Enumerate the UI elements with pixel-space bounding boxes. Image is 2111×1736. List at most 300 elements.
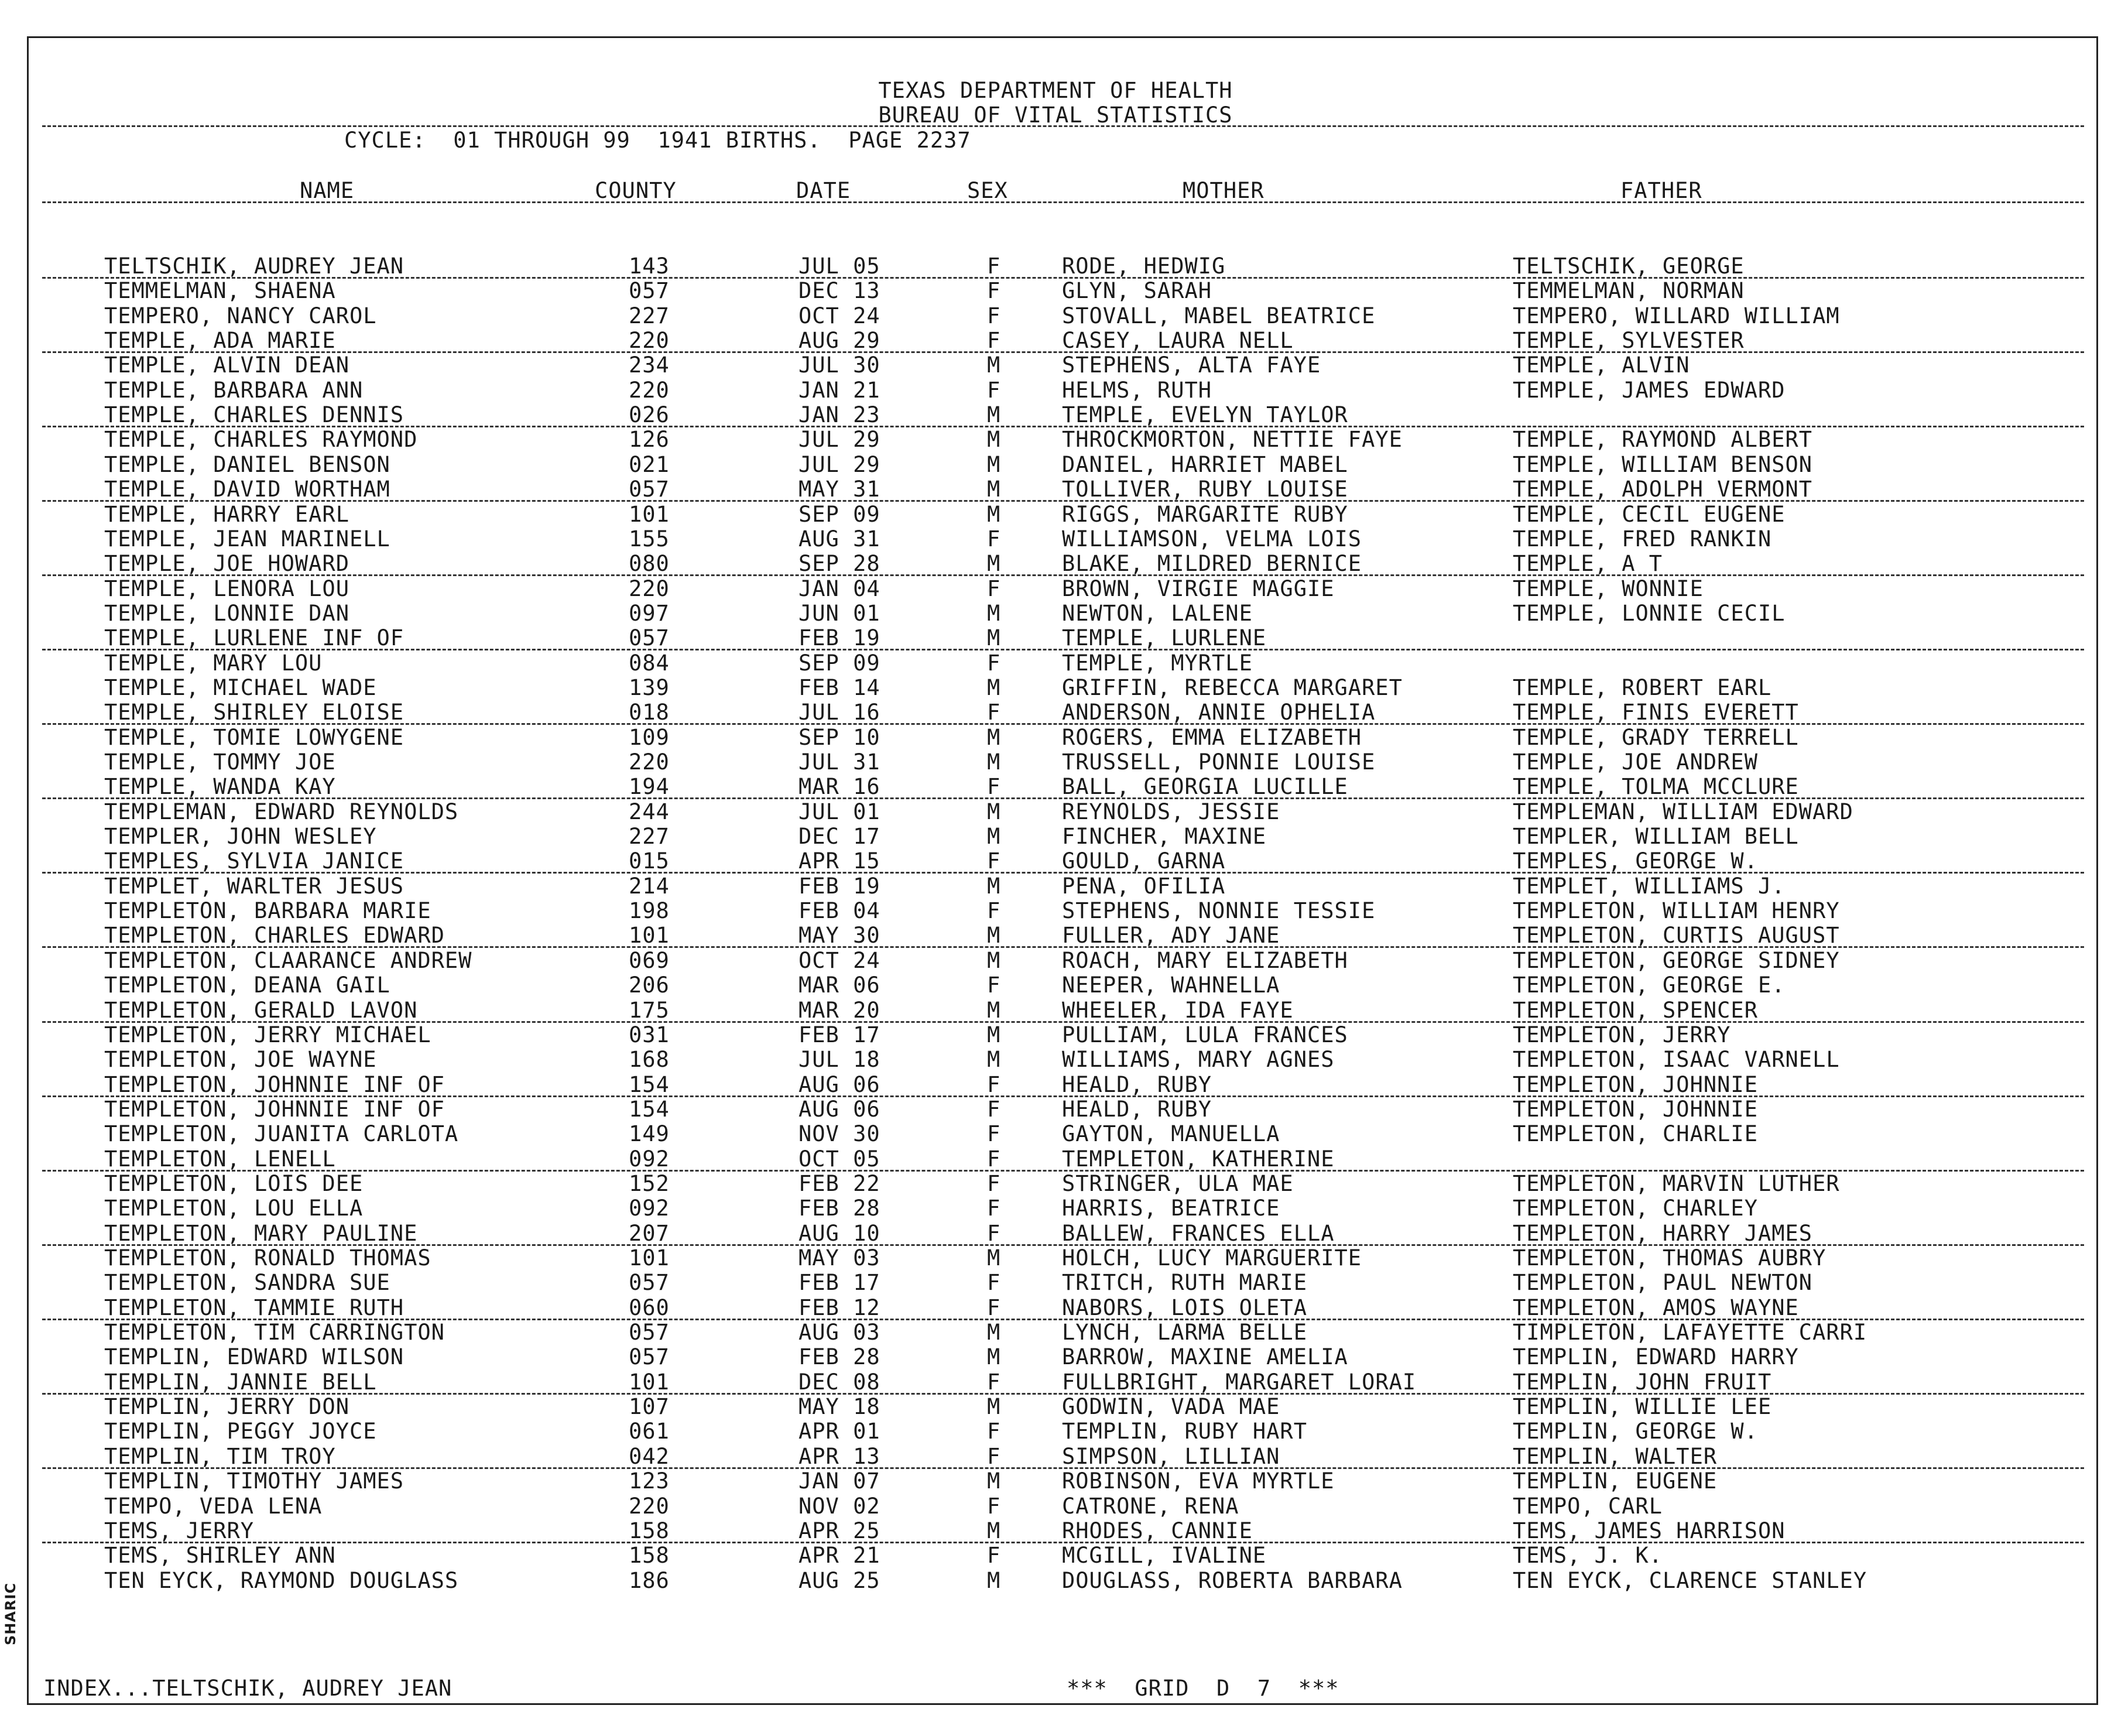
record-county: 057 — [629, 625, 670, 650]
record-date: NOV 02 — [799, 1494, 880, 1519]
record-father: TEMPO, CARL — [1513, 1494, 1663, 1519]
record-county: 220 — [629, 1494, 670, 1519]
record-sex: M — [987, 948, 1001, 973]
record-father: TEMPLETON, JOHNNIE — [1513, 1072, 1758, 1097]
record-sex: F — [987, 1221, 1001, 1246]
record-mother: TEMPLE, MYRTLE — [1062, 650, 1253, 676]
record-sex: M — [987, 427, 1001, 452]
record-father: TEMPLE, FRED RANKIN — [1513, 526, 1772, 552]
record-name: TEMPLER, JOHN WESLEY — [104, 824, 377, 849]
record-mother: DOUGLASS, ROBERTA BARBARA — [1062, 1568, 1403, 1593]
record-county: 101 — [629, 1369, 670, 1395]
record-sex: F — [987, 848, 1001, 874]
record-name: TEMPLE, LURLENE INF OF — [104, 625, 405, 650]
record-father: TEMPLETON, GEORGE E. — [1513, 973, 1786, 998]
record-mother: FULLER, ADY JANE — [1062, 923, 1280, 948]
record-sex: F — [987, 278, 1001, 303]
record-father: TEMMELMAN, NORMAN — [1513, 278, 1745, 303]
record-sex: M — [987, 799, 1001, 824]
record-father: TEMPERO, WILLARD WILLIAM — [1513, 303, 1840, 328]
record-name: TEMPLE, DANIEL BENSON — [104, 452, 390, 477]
record-county: 101 — [629, 502, 670, 527]
record-mother: ROGERS, EMMA ELIZABETH — [1062, 725, 1362, 750]
record-sex: M — [987, 1568, 1001, 1593]
record-mother: TRITCH, RUTH MARIE — [1062, 1270, 1307, 1295]
record-father: TEMPLE, ROBERT EARL — [1513, 675, 1772, 700]
record-county: 214 — [629, 874, 670, 899]
record-date: NOV 30 — [799, 1121, 880, 1146]
record-sex: F — [987, 328, 1001, 353]
record-mother: GAYTON, MANUELLA — [1062, 1121, 1280, 1146]
record-name: TEMPLETON, LOIS DEE — [104, 1171, 364, 1196]
record-sex: F — [987, 576, 1001, 601]
record-sex: F — [987, 1444, 1001, 1469]
record-county: 186 — [629, 1568, 670, 1593]
record-sex: F — [987, 254, 1001, 279]
record-mother: GLYN, SARAH — [1062, 278, 1212, 303]
record-father: TEMS, JAMES HARRISON — [1513, 1518, 1786, 1543]
record-mother: GOULD, GARNA — [1062, 848, 1226, 874]
record-name: TEMPLETON, RONALD THOMAS — [104, 1245, 431, 1271]
record-date: MAY 31 — [799, 477, 880, 502]
record-name: TEMPLE, CHARLES RAYMOND — [104, 427, 418, 452]
record-county: 057 — [629, 278, 670, 303]
record-father: TEMPLETON, PAUL NEWTON — [1513, 1270, 1813, 1295]
record-mother: NEEPER, WAHNELLA — [1062, 973, 1280, 998]
record-name: TEMPLETON, JUANITA CARLOTA — [104, 1121, 459, 1146]
record-father: TELTSCHIK, GEORGE — [1513, 254, 1745, 279]
department-title: TEXAS DEPARTMENT OF HEALTH — [878, 78, 1233, 103]
record-date: MAR 16 — [799, 774, 880, 799]
column-header-name: NAME — [300, 178, 355, 203]
record-date: JAN 21 — [799, 378, 880, 403]
record-sex: M — [987, 1468, 1001, 1494]
record-sex: M — [987, 1394, 1001, 1419]
record-mother: FULLBRIGHT, MARGARET LORAI — [1062, 1369, 1417, 1395]
record-sex: F — [987, 700, 1001, 725]
record-name: TEMPLETON, TAMMIE RUTH — [104, 1295, 405, 1320]
record-father: TEMPLIN, WILLIE LEE — [1513, 1394, 1772, 1419]
record-mother: STRINGER, ULA MAE — [1062, 1171, 1294, 1196]
record-date: JAN 23 — [799, 402, 880, 427]
record-sex: M — [987, 749, 1001, 775]
record-father: TEMPLE, WILLIAM BENSON — [1513, 452, 1813, 477]
record-date: SEP 10 — [799, 725, 880, 750]
record-father: TEMPLIN, EUGENE — [1513, 1468, 1718, 1494]
cycle-line: CYCLE: 01 THROUGH 99 1941 BIRTHS. PAGE 2237 — [344, 128, 971, 153]
record-sex: M — [987, 1245, 1001, 1271]
record-mother: BROWN, VIRGIE MAGGIE — [1062, 576, 1335, 601]
record-sex: F — [987, 1072, 1001, 1097]
record-father: TEMPLETON, AMOS WAYNE — [1513, 1295, 1799, 1320]
record-county: 220 — [629, 328, 670, 353]
record-date: OCT 24 — [799, 948, 880, 973]
record-sex: F — [987, 1419, 1001, 1444]
record-name: TEMPLE, MARY LOU — [104, 650, 323, 676]
record-father: TEMS, J. K. — [1513, 1543, 1663, 1568]
record-name: TEMS, JERRY — [104, 1518, 255, 1543]
record-county: 026 — [629, 402, 670, 427]
record-date: FEB 17 — [799, 1022, 880, 1047]
record-county: 198 — [629, 898, 670, 923]
record-county: 194 — [629, 774, 670, 799]
record-name: TEMPLE, LENORA LOU — [104, 576, 349, 601]
record-county: 227 — [629, 303, 670, 328]
record-county: 092 — [629, 1196, 670, 1221]
record-sex: M — [987, 477, 1001, 502]
record-father: TEMPLE, SYLVESTER — [1513, 328, 1745, 353]
record-name: TEMPO, VEDA LENA — [104, 1494, 323, 1519]
record-mother: PENA, OFILIA — [1062, 874, 1226, 899]
record-father: TEMPLE, ADOLPH VERMONT — [1513, 477, 1813, 502]
record-name: TEMPLE, ADA MARIE — [104, 328, 336, 353]
record-sex: M — [987, 874, 1001, 899]
record-mother: WILLIAMS, MARY AGNES — [1062, 1047, 1335, 1072]
record-county: 097 — [629, 601, 670, 626]
record-county: 057 — [629, 477, 670, 502]
record-name: TEMPLE, TOMIE LOWYGENE — [104, 725, 405, 750]
record-mother: BARROW, MAXINE AMELIA — [1062, 1344, 1348, 1369]
record-mother: NABORS, LOIS OLETA — [1062, 1295, 1307, 1320]
record-name: TEMPLEMAN, EDWARD REYNOLDS — [104, 799, 459, 824]
record-date: FEB 17 — [799, 1270, 880, 1295]
record-sex: F — [987, 1494, 1001, 1519]
record-county: 158 — [629, 1518, 670, 1543]
record-name: TEMPLIN, EDWARD WILSON — [104, 1344, 405, 1369]
record-father: TEMPLE, LONNIE CECIL — [1513, 601, 1786, 626]
record-mother: ROACH, MARY ELIZABETH — [1062, 948, 1348, 973]
record-county: 123 — [629, 1468, 670, 1494]
record-father: TEMPLETON, MARVIN LUTHER — [1513, 1171, 1840, 1196]
record-mother: TEMPLE, EVELYN TAYLOR — [1062, 402, 1348, 427]
record-date: JUL 29 — [799, 427, 880, 452]
record-name: TEMPLE, CHARLES DENNIS — [104, 402, 405, 427]
record-name: TEMS, SHIRLEY ANN — [104, 1543, 336, 1568]
record-father: TEMPLE, JOE ANDREW — [1513, 749, 1758, 775]
record-father: TEMPLIN, WALTER — [1513, 1444, 1718, 1469]
record-county: 220 — [629, 378, 670, 403]
record-mother: HARRIS, BEATRICE — [1062, 1196, 1280, 1221]
record-county: 175 — [629, 998, 670, 1023]
column-header-divider — [42, 201, 2084, 203]
column-header-sex: SEX — [967, 178, 1008, 203]
record-date: SEP 09 — [799, 502, 880, 527]
record-name: TEMPLETON, CLAARANCE ANDREW — [104, 948, 472, 973]
record-mother: RIGGS, MARGARITE RUBY — [1062, 502, 1348, 527]
record-name: TEMPLIN, PEGGY JOYCE — [104, 1419, 377, 1444]
record-county: 101 — [629, 1245, 670, 1271]
record-sex: F — [987, 1543, 1001, 1568]
record-name: TEMPLES, SYLVIA JANICE — [104, 848, 405, 874]
record-county: 092 — [629, 1146, 670, 1172]
record-father: TEMPLETON, THOMAS AUBRY — [1513, 1245, 1826, 1271]
record-county: 021 — [629, 452, 670, 477]
record-name: TEMPLETON, JOE WAYNE — [104, 1047, 377, 1072]
record-county: 042 — [629, 1444, 670, 1469]
record-name: TEMPLE, LONNIE DAN — [104, 601, 349, 626]
record-county: 107 — [629, 1394, 670, 1419]
record-father: TEMPLIN, EDWARD HARRY — [1513, 1344, 1799, 1369]
record-date: DEC 17 — [799, 824, 880, 849]
record-date: SEP 28 — [799, 551, 880, 576]
record-name: TEMPLE, ALVIN DEAN — [104, 352, 349, 378]
record-mother: CASEY, LAURA NELL — [1062, 328, 1294, 353]
record-date: AUG 31 — [799, 526, 880, 552]
record-county: 206 — [629, 973, 670, 998]
record-name: TEMPLE, SHIRLEY ELOISE — [104, 700, 405, 725]
record-date: FEB 14 — [799, 675, 880, 700]
record-name: TEMPLETON, DEANA GAIL — [104, 973, 390, 998]
record-sex: F — [987, 1146, 1001, 1172]
record-name: TEMPLETON, JERRY MICHAEL — [104, 1022, 431, 1047]
record-sex: M — [987, 452, 1001, 477]
record-father: TEMPLIN, GEORGE W. — [1513, 1419, 1758, 1444]
record-date: JUL 29 — [799, 452, 880, 477]
record-name: TEMPLIN, JANNIE BELL — [104, 1369, 377, 1395]
record-mother: WHEELER, IDA FAYE — [1062, 998, 1294, 1023]
record-date: FEB 19 — [799, 625, 880, 650]
record-county: 031 — [629, 1022, 670, 1047]
grid-reference: *** GRID D 7 *** — [1067, 1676, 1339, 1701]
record-sex: F — [987, 1171, 1001, 1196]
record-sex: F — [987, 1097, 1001, 1122]
record-name: TEMPLETON, BARBARA MARIE — [104, 898, 431, 923]
record-date: FEB 28 — [799, 1344, 880, 1369]
record-father: TEMPLETON, JERRY — [1513, 1022, 1731, 1047]
record-father: TEMPLE, WONNIE — [1513, 576, 1704, 601]
record-county: 057 — [629, 1344, 670, 1369]
record-mother: RODE, HEDWIG — [1062, 254, 1226, 279]
record-county: 109 — [629, 725, 670, 750]
record-date: APR 15 — [799, 848, 880, 874]
record-mother: STOVALL, MABEL BEATRICE — [1062, 303, 1376, 328]
record-sex: F — [987, 650, 1001, 676]
index-line: INDEX...TELTSCHIK, AUDREY JEAN — [43, 1676, 453, 1701]
record-county: 084 — [629, 650, 670, 676]
record-sex: F — [987, 303, 1001, 328]
record-date: AUG 10 — [799, 1221, 880, 1246]
record-father: TEMPLER, WILLIAM BELL — [1513, 824, 1799, 849]
record-sex: M — [987, 1022, 1001, 1047]
record-county: 220 — [629, 576, 670, 601]
record-name: TEMPLETON, LOU ELLA — [104, 1196, 364, 1221]
header-divider — [42, 125, 2084, 127]
record-name: TEMPLE, HARRY EARL — [104, 502, 349, 527]
record-father: TEMPLE, JAMES EDWARD — [1513, 378, 1786, 403]
column-header-county: COUNTY — [595, 178, 677, 203]
record-date: MAR 06 — [799, 973, 880, 998]
record-mother: STEPHENS, ALTA FAYE — [1062, 352, 1321, 378]
record-date: MAY 03 — [799, 1245, 880, 1271]
record-father: TEMPLE, ALVIN — [1513, 352, 1690, 378]
record-mother: MCGILL, IVALINE — [1062, 1543, 1267, 1568]
record-county: 143 — [629, 254, 670, 279]
record-father: TEMPLETON, GEORGE SIDNEY — [1513, 948, 1840, 973]
record-mother: BLAKE, MILDRED BERNICE — [1062, 551, 1362, 576]
record-sex: M — [987, 998, 1001, 1023]
record-name: TEMPLETON, GERALD LAVON — [104, 998, 418, 1023]
record-mother: REYNOLDS, JESSIE — [1062, 799, 1280, 824]
record-county: 220 — [629, 749, 670, 775]
record-mother: NEWTON, LALENE — [1062, 601, 1253, 626]
record-county: 154 — [629, 1072, 670, 1097]
record-mother: BALLEW, FRANCES ELLA — [1062, 1221, 1335, 1246]
record-sex: F — [987, 1369, 1001, 1395]
record-name: TELTSCHIK, AUDREY JEAN — [104, 254, 405, 279]
record-date: JUL 05 — [799, 254, 880, 279]
record-mother: CATRONE, RENA — [1062, 1494, 1239, 1519]
record-sex: M — [987, 725, 1001, 750]
record-sex: M — [987, 1320, 1001, 1345]
record-mother: PULLIAM, LULA FRANCES — [1062, 1022, 1348, 1047]
sharic-side-label: SHARIC — [2, 1583, 19, 1645]
record-name: TEMPERO, NANCY CAROL — [104, 303, 377, 328]
record-county: 057 — [629, 1320, 670, 1345]
record-name: TEMPLETON, JOHNNIE INF OF — [104, 1097, 445, 1122]
record-mother: LYNCH, LARMA BELLE — [1062, 1320, 1307, 1345]
record-sex: F — [987, 378, 1001, 403]
record-date: FEB 19 — [799, 874, 880, 899]
record-mother: BALL, GEORGIA LUCILLE — [1062, 774, 1348, 799]
record-date: DEC 08 — [799, 1369, 880, 1395]
record-sex: F — [987, 898, 1001, 923]
column-header-father: FATHER — [1620, 178, 1702, 203]
record-date: FEB 12 — [799, 1295, 880, 1320]
record-sex: M — [987, 402, 1001, 427]
bureau-title: BUREAU OF VITAL STATISTICS — [878, 102, 1233, 128]
record-mother: TOLLIVER, RUBY LOUISE — [1062, 477, 1348, 502]
record-county: 149 — [629, 1121, 670, 1146]
record-date: DEC 13 — [799, 278, 880, 303]
record-date: APR 25 — [799, 1518, 880, 1543]
record-mother: TEMPLETON, KATHERINE — [1062, 1146, 1335, 1172]
record-sex: F — [987, 774, 1001, 799]
record-county: 060 — [629, 1295, 670, 1320]
record-mother: HELMS, RUTH — [1062, 378, 1212, 403]
record-name: TEN EYCK, RAYMOND DOUGLASS — [104, 1568, 459, 1593]
record-date: APR 13 — [799, 1444, 880, 1469]
record-father: TEMPLE, RAYMOND ALBERT — [1513, 427, 1813, 452]
record-father: TEMPLE, A T — [1513, 551, 1663, 576]
record-date: FEB 28 — [799, 1196, 880, 1221]
record-county: 015 — [629, 848, 670, 874]
record-sex: M — [987, 502, 1001, 527]
record-mother: HOLCH, LUCY MARGUERITE — [1062, 1245, 1362, 1271]
record-date: JUL 31 — [799, 749, 880, 775]
record-county: 227 — [629, 824, 670, 849]
record-county: 207 — [629, 1221, 670, 1246]
record-sex: F — [987, 1295, 1001, 1320]
record-father: TEMPLETON, JOHNNIE — [1513, 1097, 1758, 1122]
record-father: TEMPLET, WILLIAMS J. — [1513, 874, 1786, 899]
record-date: JUL 01 — [799, 799, 880, 824]
record-father: TEMPLETON, CURTIS AUGUST — [1513, 923, 1840, 948]
record-mother: GRIFFIN, REBECCA MARGARET — [1062, 675, 1403, 700]
record-date: JUL 18 — [799, 1047, 880, 1072]
record-mother: ANDERSON, ANNIE OPHELIA — [1062, 700, 1376, 725]
record-sex: F — [987, 1121, 1001, 1146]
record-father: TEMPLETON, WILLIAM HENRY — [1513, 898, 1840, 923]
record-county: 139 — [629, 675, 670, 700]
record-sex: M — [987, 352, 1001, 378]
record-date: JUL 30 — [799, 352, 880, 378]
record-date: MAY 18 — [799, 1394, 880, 1419]
record-sex: M — [987, 1344, 1001, 1369]
record-name: TEMPLIN, TIM TROY — [104, 1444, 336, 1469]
record-county: 069 — [629, 948, 670, 973]
record-name: TEMPLETON, TIM CARRINGTON — [104, 1320, 445, 1345]
record-county: 152 — [629, 1171, 670, 1196]
record-father: TEMPLE, FINIS EVERETT — [1513, 700, 1799, 725]
record-father: TIMPLETON, LAFAYETTE CARRI — [1513, 1320, 1867, 1345]
record-name: TEMPLETON, CHARLES EDWARD — [104, 923, 445, 948]
record-date: AUG 03 — [799, 1320, 880, 1345]
record-mother: RHODES, CANNIE — [1062, 1518, 1253, 1543]
record-sex: M — [987, 625, 1001, 650]
record-name: TEMPLE, DAVID WORTHAM — [104, 477, 390, 502]
record-mother: TEMPLIN, RUBY HART — [1062, 1419, 1307, 1444]
record-name: TEMPLE, BARBARA ANN — [104, 378, 364, 403]
record-date: JAN 04 — [799, 576, 880, 601]
record-sex: M — [987, 824, 1001, 849]
record-mother: FINCHER, MAXINE — [1062, 824, 1267, 849]
record-name: TEMPLE, WANDA KAY — [104, 774, 336, 799]
record-date: MAR 20 — [799, 998, 880, 1023]
record-county: 080 — [629, 551, 670, 576]
record-date: MAY 30 — [799, 923, 880, 948]
record-date: FEB 22 — [799, 1171, 880, 1196]
record-sex: F — [987, 526, 1001, 552]
record-sex: M — [987, 923, 1001, 948]
record-name: TEMPLE, JEAN MARINELL — [104, 526, 390, 552]
record-date: OCT 24 — [799, 303, 880, 328]
record-date: JAN 07 — [799, 1468, 880, 1494]
record-sex: M — [987, 601, 1001, 626]
record-county: 168 — [629, 1047, 670, 1072]
record-sex: F — [987, 1196, 1001, 1221]
record-name: TEMPLE, MICHAEL WADE — [104, 675, 377, 700]
record-date: OCT 05 — [799, 1146, 880, 1172]
record-sex: F — [987, 973, 1001, 998]
record-date: SEP 09 — [799, 650, 880, 676]
record-mother: HEALD, RUBY — [1062, 1097, 1212, 1122]
record-date: JUN 01 — [799, 601, 880, 626]
record-father: TEMPLETON, SPENCER — [1513, 998, 1758, 1023]
column-header-date: DATE — [796, 178, 851, 203]
record-mother: DANIEL, HARRIET MABEL — [1062, 452, 1348, 477]
record-name: TEMPLETON, MARY PAULINE — [104, 1221, 418, 1246]
record-date: AUG 06 — [799, 1072, 880, 1097]
record-sex: M — [987, 1518, 1001, 1543]
record-father: TEMPLETON, CHARLIE — [1513, 1121, 1758, 1146]
record-father: TEMPLETON, ISAAC VARNELL — [1513, 1047, 1840, 1072]
record-father: TEMPLES, GEORGE W. — [1513, 848, 1758, 874]
record-father: TEMPLETON, HARRY JAMES — [1513, 1221, 1813, 1246]
record-county: 154 — [629, 1097, 670, 1122]
record-name: TEMMELMAN, SHAENA — [104, 278, 336, 303]
record-mother: TEMPLE, LURLENE — [1062, 625, 1267, 650]
record-mother: WILLIAMSON, VELMA LOIS — [1062, 526, 1362, 552]
record-county: 101 — [629, 923, 670, 948]
record-mother: STEPHENS, NONNIE TESSIE — [1062, 898, 1376, 923]
record-date: AUG 29 — [799, 328, 880, 353]
record-name: TEMPLETON, SANDRA SUE — [104, 1270, 390, 1295]
record-name: TEMPLETON, JOHNNIE INF OF — [104, 1072, 445, 1097]
record-mother: GODWIN, VADA MAE — [1062, 1394, 1280, 1419]
record-county: 158 — [629, 1543, 670, 1568]
record-mother: HEALD, RUBY — [1062, 1072, 1212, 1097]
record-name: TEMPLIN, JERRY DON — [104, 1394, 349, 1419]
